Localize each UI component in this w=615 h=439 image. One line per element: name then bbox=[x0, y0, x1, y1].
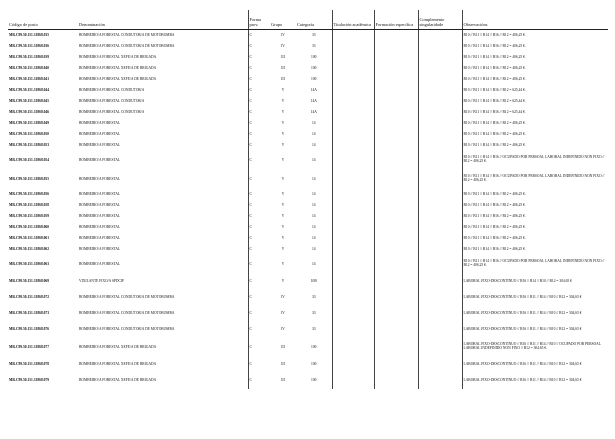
cell-grupo: V bbox=[281, 109, 285, 114]
cell-complemento bbox=[418, 170, 462, 189]
cell-observacions: B10 // B11 // B14 // B16 // OCUPADO POR PERSOAL LABORAL INDEFINIDO NON FIXO // B12 = 406,25 €. bbox=[462, 255, 608, 274]
cell-forma: C bbox=[248, 41, 270, 52]
table-row bbox=[8, 63, 608, 74]
table-row bbox=[8, 373, 608, 389]
cell-name: BOMBEIRO/A FORESTAL bbox=[79, 202, 121, 207]
cell-titulacion bbox=[332, 129, 374, 140]
cell-forma: C bbox=[248, 74, 270, 85]
cell-code: MR.C99.50.151.31868.077 bbox=[9, 344, 50, 349]
cell-titulacion bbox=[332, 222, 374, 233]
cell-grupo: V bbox=[281, 98, 285, 103]
cell-categoria: 33 bbox=[311, 295, 316, 300]
table-row bbox=[8, 274, 608, 290]
cell-code: MR.C99.50.151.31868.044 bbox=[9, 87, 50, 92]
cell-forma: C bbox=[248, 96, 270, 107]
cell-name: BOMBEIRO/A FORESTAL bbox=[79, 246, 121, 251]
cell-code: MR.C99.50.151.31868.059 bbox=[9, 213, 50, 218]
cell-categoria: 14 bbox=[311, 176, 316, 181]
table-row bbox=[8, 74, 608, 85]
cell-name: BOMBEIRO/A FORESTAL XEFE/A DE BRIGADA bbox=[79, 54, 157, 59]
cell-name: BOMBEIRO/A FORESTAL bbox=[79, 157, 121, 162]
table-header-row bbox=[8, 10, 608, 29]
cell-name: BOMBEIRO/A FORESTAL XEFE/A DE BRIGADA bbox=[79, 378, 157, 383]
cell-categoria: 14A bbox=[310, 109, 317, 114]
cell-observacions: LABORAL FIXO-DESCONTINUO // B16 // B11 // B14 // B10 // B12 = 304,65 € bbox=[462, 306, 608, 322]
table-row bbox=[8, 211, 608, 222]
cell-titulacion bbox=[332, 63, 374, 74]
cell-grupo: V bbox=[281, 224, 285, 229]
cell-observacions: LABORAL FIXO-DESCONTINUO // B16 // B14 // B10 // B12 = 304,65 € bbox=[462, 274, 608, 290]
table-row bbox=[8, 244, 608, 255]
cell-formacion bbox=[374, 222, 418, 233]
cell-forma: C bbox=[248, 322, 270, 338]
cell-observacions: LABORAL FIXO-DESCONTINUO // B16 // B11 // B14 // B10 // B12 = 304,65 € bbox=[462, 373, 608, 389]
cell-formacion bbox=[374, 274, 418, 290]
cell-titulacion bbox=[332, 107, 374, 118]
cell-formacion bbox=[374, 41, 418, 52]
cell-categoria: 14 bbox=[311, 235, 316, 240]
cell-formacion bbox=[374, 170, 418, 189]
table-row bbox=[8, 85, 608, 96]
cell-name: BOMBEIRO/A FORESTAL bbox=[79, 224, 121, 229]
table-row bbox=[8, 233, 608, 244]
cell-categoria: 100 bbox=[311, 54, 317, 59]
cell-code: MR.C99.50.151.31868.058 bbox=[9, 202, 50, 207]
cell-formacion bbox=[374, 200, 418, 211]
cell-observacions: B10 // B11 // B14 // B16 // B12 = 406,25 €. bbox=[462, 222, 608, 233]
cell-code: MR.C99.50.151.31868.050 bbox=[9, 131, 50, 136]
cell-titulacion bbox=[332, 338, 374, 357]
cell-grupo: IV bbox=[281, 295, 285, 300]
table-row bbox=[8, 306, 608, 322]
table-row bbox=[8, 290, 608, 306]
cell-formacion bbox=[374, 63, 418, 74]
table-row bbox=[8, 118, 608, 129]
cell-forma: C bbox=[248, 189, 270, 200]
cell-categoria: 14 bbox=[311, 157, 316, 162]
table-row bbox=[8, 41, 608, 52]
cell-code: MR.C99.50.151.31868.035 bbox=[9, 32, 50, 37]
cell-complemento bbox=[418, 200, 462, 211]
cell-observacions: B10 // B11 // B14 // B16 // B12 = 406,25 €. bbox=[462, 233, 608, 244]
cell-name: BOMBEIRO/A FORESTAL CONDUTOR/A bbox=[79, 87, 145, 92]
cell-formacion bbox=[374, 233, 418, 244]
cell-name: VIXILANTE FIXO/A SPDCIF bbox=[79, 279, 125, 284]
cell-titulacion bbox=[332, 306, 374, 322]
cell-complemento bbox=[418, 189, 462, 200]
cell-titulacion bbox=[332, 189, 374, 200]
cell-name: BOMBEIRO/A FORESTAL bbox=[79, 261, 121, 266]
header-grupo: Grupo bbox=[270, 10, 296, 29]
cell-forma: C bbox=[248, 373, 270, 389]
cell-categoria: 10B bbox=[310, 279, 317, 284]
cell-categoria: 14 bbox=[311, 202, 316, 207]
cell-formacion bbox=[374, 96, 418, 107]
header-forma: Forma prov. bbox=[248, 10, 270, 29]
cell-categoria: 100 bbox=[311, 344, 317, 349]
cell-titulacion bbox=[332, 52, 374, 63]
header-code: Código de posto bbox=[8, 10, 78, 29]
cell-complemento bbox=[418, 118, 462, 129]
cell-complemento bbox=[418, 233, 462, 244]
table-row bbox=[8, 189, 608, 200]
cell-forma: C bbox=[248, 244, 270, 255]
cell-grupo: III bbox=[281, 65, 285, 70]
cell-categoria: 33 bbox=[311, 311, 316, 316]
cell-complemento bbox=[418, 290, 462, 306]
cell-categoria: 14 bbox=[311, 131, 316, 136]
cell-complemento bbox=[418, 306, 462, 322]
cell-observacions: B10 // B11 // B14 // B16 // B12 = 406,25 €. bbox=[462, 244, 608, 255]
cell-formacion bbox=[374, 211, 418, 222]
cell-forma: C bbox=[248, 107, 270, 118]
cell-formacion bbox=[374, 74, 418, 85]
cell-categoria: 14A bbox=[310, 87, 317, 92]
table-row bbox=[8, 222, 608, 233]
cell-categoria: 100 bbox=[311, 76, 317, 81]
header-complemento: Complemento singularidade bbox=[418, 10, 462, 29]
table-row bbox=[8, 140, 608, 151]
cell-complemento bbox=[418, 129, 462, 140]
cell-titulacion bbox=[332, 255, 374, 274]
cell-formacion bbox=[374, 118, 418, 129]
cell-formacion bbox=[374, 290, 418, 306]
cell-grupo: V bbox=[281, 213, 285, 218]
cell-observacions: B10 // B11 // B14 // B16 // B12 = 625,44 €. bbox=[462, 96, 608, 107]
cell-observacions: B10 // B11 // B14 // B16 // B12 = 406,25 €. bbox=[462, 118, 608, 129]
header-name: Denominación bbox=[78, 10, 248, 29]
cell-complemento bbox=[418, 151, 462, 170]
cell-name: BOMBEIRO/A FORESTAL bbox=[79, 235, 121, 240]
cell-name: BOMBEIRO/A FORESTAL bbox=[79, 131, 121, 136]
cell-observacions: B10 // B11 // B14 // B16 // B12 = 406,25 €. bbox=[462, 140, 608, 151]
table-row bbox=[8, 151, 608, 170]
cell-formacion bbox=[374, 255, 418, 274]
cell-complemento bbox=[418, 63, 462, 74]
cell-name: BOMBEIRO/A FORESTAL CONDUTOR/A DE MOTOBOMBA bbox=[79, 32, 175, 37]
cell-observacions: B10 // B11 // B14 // B16 // OCUPADO POR PERSOAL LABORAL INDEFINIDO NON FIXO // B12 = 406,25 €. bbox=[462, 170, 608, 189]
table-row bbox=[8, 170, 608, 189]
cell-titulacion bbox=[332, 373, 374, 389]
cell-code: MR.C99.50.151.31868.060 bbox=[9, 224, 50, 229]
table-body bbox=[8, 29, 608, 389]
cell-observacions: LABORAL FIXO-DESCONTINUO // B16 // B11 // B14 // B10 // B12 = 304,65 € bbox=[462, 322, 608, 338]
cell-code: MR.C99.50.151.31868.076 bbox=[9, 327, 50, 332]
cell-code: MR.C99.50.151.31868.049 bbox=[9, 120, 50, 125]
cell-observacions: B10 // B11 // B14 // B16 // OCUPADO POR PERSOAL LABORAL INDEFINIDO NON FIXO // B12 = 406,25 €. bbox=[462, 151, 608, 170]
cell-titulacion bbox=[332, 274, 374, 290]
cell-forma: C bbox=[248, 222, 270, 233]
cell-complemento bbox=[418, 373, 462, 389]
cell-grupo: V bbox=[281, 246, 285, 251]
cell-grupo: IV bbox=[281, 43, 285, 48]
cell-categoria: 14 bbox=[311, 191, 316, 196]
positions-table bbox=[8, 10, 608, 389]
cell-titulacion bbox=[332, 29, 374, 41]
cell-complemento bbox=[418, 274, 462, 290]
cell-observacions: B10 // B11 // B14 // B16 // B12 = 406,25 €. bbox=[462, 129, 608, 140]
cell-titulacion bbox=[332, 96, 374, 107]
cell-forma: C bbox=[248, 129, 270, 140]
cell-code: MR.C99.50.151.31868.045 bbox=[9, 98, 50, 103]
cell-titulacion bbox=[332, 290, 374, 306]
cell-grupo: V bbox=[281, 191, 285, 196]
cell-categoria: 33 bbox=[311, 327, 316, 332]
table-row bbox=[8, 129, 608, 140]
cell-code: MR.C99.50.151.31868.063 bbox=[9, 261, 50, 266]
cell-code: MR.C99.50.151.31868.039 bbox=[9, 54, 50, 59]
cell-code: MR.C99.50.151.31868.046 bbox=[9, 109, 50, 114]
cell-name: BOMBEIRO/A FORESTAL CONDUTOR/A DE MOTOBOMBA bbox=[79, 43, 175, 48]
cell-formacion bbox=[374, 140, 418, 151]
cell-complemento bbox=[418, 222, 462, 233]
cell-categoria: 100 bbox=[311, 65, 317, 70]
cell-code: MR.C99.50.151.31868.054 bbox=[9, 157, 50, 162]
cell-forma: C bbox=[248, 85, 270, 96]
header-titulacion: Titulación académica bbox=[332, 10, 374, 29]
cell-titulacion bbox=[332, 41, 374, 52]
cell-name: BOMBEIRO/A FORESTAL bbox=[79, 142, 121, 147]
cell-name: BOMBEIRO/A FORESTAL XEFE/A DE BRIGADA bbox=[79, 362, 157, 367]
cell-observacions: LABORAL FIXO-DESCONTINUO // B16 // B11 // B14 // B10 // OCUPADO POR PERSOAL LABORAL INDEFINIDO NON FIXO // B12 = 304,65 €. bbox=[462, 338, 608, 357]
cell-code: MR.C99.50.151.31868.040 bbox=[9, 65, 50, 70]
cell-name: BOMBEIRO/A FORESTAL bbox=[79, 191, 121, 196]
cell-forma: C bbox=[248, 63, 270, 74]
cell-complemento bbox=[418, 85, 462, 96]
cell-forma: C bbox=[248, 118, 270, 129]
cell-name: BOMBEIRO/A FORESTAL CONDUTOR/A DE MOTOBOMBA bbox=[79, 311, 175, 316]
cell-formacion bbox=[374, 129, 418, 140]
table-row bbox=[8, 29, 608, 41]
cell-formacion bbox=[374, 189, 418, 200]
cell-observacions: LABORAL FIXO-DESCONTINUO // B16 // B11 // B14 // B10 // B12 = 304,65 € bbox=[462, 357, 608, 373]
cell-grupo: V bbox=[281, 131, 285, 136]
cell-titulacion bbox=[332, 85, 374, 96]
cell-observacions: B10 // B11 // B14 // B16 // B12 = 406,25 €. bbox=[462, 29, 608, 41]
cell-name: BOMBEIRO/A FORESTAL CONDUTOR/A bbox=[79, 98, 145, 103]
cell-forma: C bbox=[248, 338, 270, 357]
cell-code: MR.C99.50.151.31868.069 bbox=[9, 279, 50, 284]
cell-code: MR.C99.50.151.31868.036 bbox=[9, 43, 50, 48]
table-row bbox=[8, 357, 608, 373]
cell-complemento bbox=[418, 107, 462, 118]
cell-grupo: IV bbox=[281, 311, 285, 316]
cell-name: BOMBEIRO/A FORESTAL CONDUTOR/A bbox=[79, 109, 145, 114]
cell-formacion bbox=[374, 151, 418, 170]
cell-complemento bbox=[418, 96, 462, 107]
cell-grupo: V bbox=[281, 142, 285, 147]
cell-forma: C bbox=[248, 290, 270, 306]
table-row bbox=[8, 338, 608, 357]
cell-categoria: 14 bbox=[311, 246, 316, 251]
cell-formacion bbox=[374, 373, 418, 389]
cell-categoria: 100 bbox=[311, 378, 317, 383]
cell-observacions: LABORAL FIXO-DESCONTINUO // B16 // B11 // B14 // B10 // B12 = 304,65 € bbox=[462, 290, 608, 306]
cell-name: BOMBEIRO/A FORESTAL bbox=[79, 213, 121, 218]
cell-titulacion bbox=[332, 118, 374, 129]
cell-complemento bbox=[418, 74, 462, 85]
cell-categoria: 14 bbox=[311, 120, 316, 125]
header-observacions: Observacións bbox=[462, 10, 608, 29]
cell-forma: C bbox=[248, 255, 270, 274]
cell-code: MR.C99.50.151.31868.053 bbox=[9, 142, 50, 147]
cell-grupo: V bbox=[281, 87, 285, 92]
cell-code: MR.C99.50.151.31868.056 bbox=[9, 191, 50, 196]
cell-forma: C bbox=[248, 151, 270, 170]
table-row bbox=[8, 96, 608, 107]
cell-complemento bbox=[418, 52, 462, 63]
cell-code: MR.C99.50.151.31868.061 bbox=[9, 235, 50, 240]
cell-observacions: B10 // B11 // B14 // B16 // B12 = 406,25 €. bbox=[462, 41, 608, 52]
cell-forma: C bbox=[248, 29, 270, 41]
cell-forma: C bbox=[248, 140, 270, 151]
cell-code: MR.C99.50.151.31868.078 bbox=[9, 362, 50, 367]
cell-grupo: III bbox=[281, 378, 285, 383]
cell-complemento bbox=[418, 244, 462, 255]
cell-categoria: 14 bbox=[311, 224, 316, 229]
cell-categoria: 14 bbox=[311, 142, 316, 147]
cell-grupo: V bbox=[281, 202, 285, 207]
cell-formacion bbox=[374, 52, 418, 63]
header-formacion: Formación específica bbox=[374, 10, 418, 29]
cell-grupo: V bbox=[281, 235, 285, 240]
cell-forma: C bbox=[248, 233, 270, 244]
table-row bbox=[8, 200, 608, 211]
cell-observacions: B10 // B11 // B14 // B16 // B12 = 406,25 €. bbox=[462, 211, 608, 222]
cell-forma: C bbox=[248, 170, 270, 189]
cell-name: BOMBEIRO/A FORESTAL bbox=[79, 176, 121, 181]
cell-observacions: B10 // B11 // B14 // B16 // B12 = 406,25 €. bbox=[462, 189, 608, 200]
cell-code: MR.C99.50.151.31868.041 bbox=[9, 76, 50, 81]
cell-grupo: IV bbox=[281, 32, 285, 37]
cell-categoria: 33 bbox=[311, 32, 316, 37]
cell-name: BOMBEIRO/A FORESTAL bbox=[79, 120, 121, 125]
cell-titulacion bbox=[332, 151, 374, 170]
table-row bbox=[8, 255, 608, 274]
cell-complemento bbox=[418, 322, 462, 338]
cell-complemento bbox=[418, 255, 462, 274]
header-categoria: Categoría bbox=[296, 10, 332, 29]
cell-grupo: III bbox=[281, 54, 285, 59]
cell-formacion bbox=[374, 306, 418, 322]
cell-titulacion bbox=[332, 211, 374, 222]
cell-complemento bbox=[418, 41, 462, 52]
cell-grupo: IV bbox=[281, 327, 285, 332]
cell-grupo: III bbox=[281, 344, 285, 349]
table-row bbox=[8, 322, 608, 338]
cell-observacions: B10 // B11 // B14 // B16 // B12 = 625,44 €. bbox=[462, 107, 608, 118]
cell-formacion bbox=[374, 85, 418, 96]
cell-observacions: B10 // B11 // B14 // B16 // B12 = 406,25 €. bbox=[462, 74, 608, 85]
cell-observacions: B10 // B11 // B14 // B16 // B12 = 625,44 €. bbox=[462, 85, 608, 96]
cell-titulacion bbox=[332, 322, 374, 338]
cell-grupo: V bbox=[281, 261, 285, 266]
document-page bbox=[8, 10, 608, 389]
cell-titulacion bbox=[332, 74, 374, 85]
cell-forma: C bbox=[248, 357, 270, 373]
cell-formacion bbox=[374, 107, 418, 118]
cell-complemento bbox=[418, 140, 462, 151]
cell-grupo: V bbox=[281, 176, 285, 181]
cell-complemento bbox=[418, 357, 462, 373]
cell-complemento bbox=[418, 29, 462, 41]
cell-formacion bbox=[374, 338, 418, 357]
cell-observacions: B10 // B11 // B14 // B16 // B12 = 406,25 €. bbox=[462, 63, 608, 74]
cell-code: MR.C99.50.151.31868.079 bbox=[9, 378, 50, 383]
cell-forma: C bbox=[248, 200, 270, 211]
cell-categoria: 33 bbox=[311, 43, 316, 48]
cell-categoria: 14 bbox=[311, 261, 316, 266]
cell-name: BOMBEIRO/A FORESTAL CONDUTOR/A DE MOTOBOMBA bbox=[79, 295, 175, 300]
cell-formacion bbox=[374, 322, 418, 338]
cell-forma: C bbox=[248, 306, 270, 322]
cell-categoria: 100 bbox=[311, 362, 317, 367]
cell-formacion bbox=[374, 244, 418, 255]
cell-code: MR.C99.50.151.31868.055 bbox=[9, 176, 50, 181]
cell-titulacion bbox=[332, 244, 374, 255]
cell-observacions: B10 // B11 // B14 // B16 // B12 = 406,25 €. bbox=[462, 52, 608, 63]
cell-grupo: V bbox=[281, 120, 285, 125]
cell-forma: C bbox=[248, 211, 270, 222]
cell-name: BOMBEIRO/A FORESTAL XEFE/A DE BRIGADA bbox=[79, 76, 157, 81]
cell-complemento bbox=[418, 211, 462, 222]
cell-name: BOMBEIRO/A FORESTAL XEFE/A DE BRIGADA bbox=[79, 65, 157, 70]
cell-observacions: B10 // B11 // B14 // B16 // B12 = 406,25 €. bbox=[462, 200, 608, 211]
cell-name: BOMBEIRO/A FORESTAL CONDUTOR/A DE MOTOBOMBA bbox=[79, 327, 175, 332]
cell-grupo: III bbox=[281, 76, 285, 81]
cell-titulacion bbox=[332, 140, 374, 151]
cell-formacion bbox=[374, 357, 418, 373]
cell-categoria: 14A bbox=[310, 98, 317, 103]
cell-grupo: V bbox=[281, 279, 285, 284]
cell-forma: C bbox=[248, 274, 270, 290]
table-row bbox=[8, 52, 608, 63]
cell-code: MR.C99.50.151.31868.062 bbox=[9, 246, 50, 251]
cell-titulacion bbox=[332, 357, 374, 373]
cell-code: MR.C99.50.151.31868.072 bbox=[9, 295, 50, 300]
cell-categoria: 14 bbox=[311, 213, 316, 218]
cell-titulacion bbox=[332, 233, 374, 244]
cell-formacion bbox=[374, 29, 418, 41]
cell-grupo: V bbox=[281, 157, 285, 162]
cell-titulacion bbox=[332, 170, 374, 189]
table-row bbox=[8, 107, 608, 118]
cell-complemento bbox=[418, 338, 462, 357]
cell-grupo: III bbox=[281, 362, 285, 367]
cell-code: MR.C99.50.151.31868.073 bbox=[9, 311, 50, 316]
cell-titulacion bbox=[332, 200, 374, 211]
cell-name: BOMBEIRO/A FORESTAL XEFE/A DE BRIGADA bbox=[79, 344, 157, 349]
cell-forma: C bbox=[248, 52, 270, 63]
